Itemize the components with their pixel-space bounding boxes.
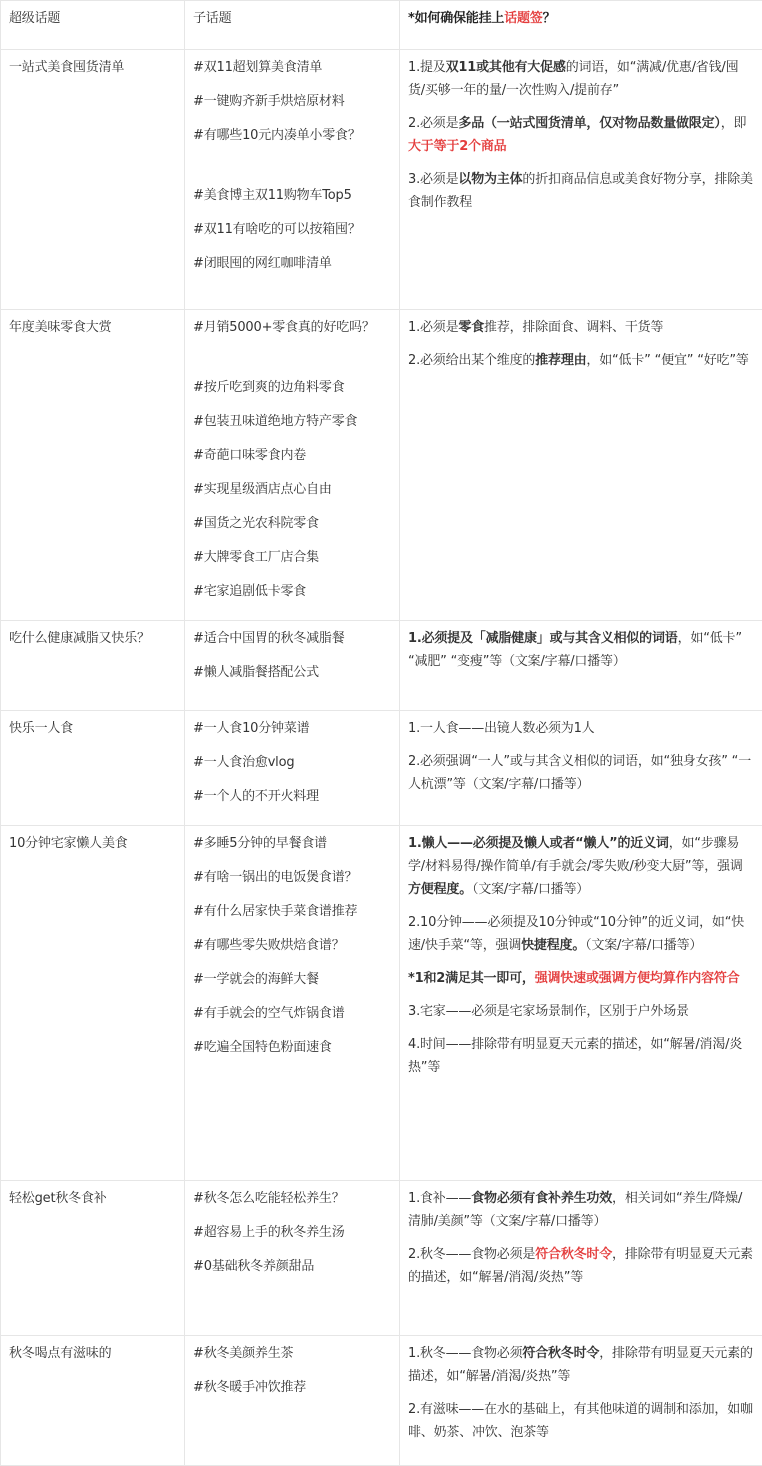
requirement-item [408, 1398, 754, 1444]
table-row [1, 50, 762, 310]
sub-topic-item: #实现星级酒店点心自由 [193, 478, 391, 512]
requirement-item [408, 168, 754, 214]
requirement-item [408, 56, 754, 102]
requirement-text: 2.有滋味——在水的基础上，有其他味道的调制和添加，如咖啡、奶茶、冲饮、泡茶等 [408, 1402, 753, 1440]
super-topic: 年度美味零食大赏 [1, 310, 185, 621]
requirement-text: 以物为主体 [458, 172, 522, 187]
sub-topic-item: #有什么居家快手菜食谱推荐 [193, 900, 391, 934]
super-topic: 快乐一人食 [1, 711, 185, 826]
sub-topic-cell [185, 711, 400, 826]
requirement-text: （文案/字幕/口播等） [472, 882, 589, 897]
requirement-text: 3.必须是 [408, 172, 458, 187]
sub-topic-item: #秋冬怎么吃能轻松养生？ [193, 1187, 391, 1221]
requirement-text: 强调快速或强调方便均算作内容符合 [535, 971, 740, 986]
requirement-item [408, 1243, 754, 1289]
requirement-text: 2.10分钟——必须提及10分钟或“10分钟”的近义词，如“快速/快手菜“等，强调 [408, 915, 744, 953]
requirements-cell [400, 711, 762, 826]
sub-topic-item: #一个人的不开火料理 [193, 785, 391, 819]
header-req-prefix: *如何确保能挂上 [408, 11, 504, 26]
sub-topic-item: #有啥一锅出的电饭煲食谱？ [193, 866, 391, 900]
requirement-text: ，如“步骤易学/材料易得/操作简单/有手就会/零失败/秒变大厨”等，强调 [408, 836, 743, 874]
sub-topic-item: #一学就会的海鲜大餐 [193, 968, 391, 1002]
requirement-text: 的词语，如“满减/优惠/省钱/囤货/买够一年的量/一次性购入/提前存” [408, 60, 738, 98]
sub-topic-item: #秋冬美颜养生茶 [193, 1342, 391, 1376]
requirement-item [408, 967, 754, 990]
requirement-text: 1.懒人——必须提及懒人或者“懒人”的近义词 [408, 836, 669, 851]
sub-topic-item: #宅家追剧低卡零食 [193, 580, 391, 614]
requirement-item [408, 112, 754, 158]
table-row [1, 711, 762, 826]
sub-topic-item: #一人食治愈vlog [193, 751, 391, 785]
header-req-highlight: 话题签 [504, 11, 542, 26]
requirement-item [408, 1187, 754, 1233]
requirement-item [408, 349, 754, 372]
sub-topic-item: #闭眼囤的网红咖啡清单 [193, 252, 391, 286]
sub-topic-item: #有哪些零失败烘焙食谱？ [193, 934, 391, 968]
sub-topic-item: #适合中国胃的秋冬减脂餐 [193, 627, 391, 661]
sub-topic-item: #一键购齐新手烘焙原材料 [193, 90, 391, 124]
requirement-text: 1.一人食——出镜人数必须为1人 [408, 721, 594, 736]
requirement-text: 方便程度。 [408, 882, 472, 897]
requirement-text: 2.必须强调“一人”或与其含义相似的词语，如“独身女孩” “一人杭漂”等（文案/字幕/口播等） [408, 754, 751, 792]
sub-topic-item: #大牌零食工厂店合集 [193, 546, 391, 580]
header-sub-topic: 子话题 [185, 1, 400, 50]
table-row [1, 826, 762, 1181]
sub-topic-item: #0基础秋冬养颜甜品 [193, 1255, 391, 1289]
requirement-item [408, 717, 754, 740]
sub-topic-item: #双11超划算美食清单 [193, 56, 391, 90]
requirement-text: 食物必须有食补养生功效 [471, 1191, 612, 1206]
requirements-cell [400, 621, 762, 711]
requirement-text: 多品（一站式囤货清单，仅对物品数量做限定） [458, 116, 720, 131]
sub-topic-cell [185, 310, 400, 621]
sub-topic-cell [185, 1181, 400, 1336]
sub-topic-cell [185, 1336, 400, 1466]
requirement-text: 1.秋冬——食物必须 [408, 1346, 522, 1361]
requirement-text: 快捷程度。 [521, 938, 585, 953]
requirements-cell [400, 1336, 762, 1466]
requirement-text: 大于等于2个商品 [408, 139, 506, 154]
requirement-item [408, 911, 754, 957]
requirement-item [408, 832, 754, 901]
sub-topic-item: #双11有啥吃的可以按箱囤？ [193, 218, 391, 252]
requirements-cell [400, 50, 762, 310]
header-row [1, 1, 762, 50]
requirement-item [408, 1342, 754, 1388]
requirement-text: （文案/字幕/口播等） [585, 938, 702, 953]
requirement-text: 1.提及 [408, 60, 446, 75]
requirement-text: 4.时间——排除带有明显夏天元素的描述，如“解暑/消渴/炎热”等 [408, 1037, 742, 1075]
super-topic: 10分钟宅家懒人美食 [1, 826, 185, 1181]
header-requirements [400, 1, 762, 50]
requirement-item [408, 627, 754, 673]
requirement-text: 零食 [458, 320, 484, 335]
sub-topic-item: #一人食10分钟菜谱 [193, 717, 391, 751]
requirement-text: 1.必须提及「减脂健康」或与其含义相似的词语 [408, 631, 678, 646]
requirement-text: 符合秋冬时令 [522, 1346, 599, 1361]
requirement-text: 双11或其他有大促感 [446, 60, 566, 75]
requirement-text: ，排除带有明显夏天元素的描述，如“解暑/消渴/炎热”等 [408, 1247, 753, 1285]
requirement-item [408, 1000, 754, 1023]
requirement-text: ，如“低卡” “便宜” “好吃”等 [586, 353, 748, 368]
table-row [1, 1336, 762, 1466]
super-topic: 一站式美食囤货清单 [1, 50, 185, 310]
sub-topic-cell [185, 50, 400, 310]
sub-topic-item: #秋冬暖手冲饮推荐 [193, 1376, 391, 1410]
table-row [1, 621, 762, 711]
sub-topic-cell [185, 621, 400, 711]
super-topic: 轻松get秋冬食补 [1, 1181, 185, 1336]
sub-topic-item: #有手就会的空气炸锅食谱 [193, 1002, 391, 1036]
sub-topic-item: #有哪些10元内凑单小零食？ [193, 124, 391, 184]
sub-topic-cell [185, 826, 400, 1181]
requirement-item [408, 1033, 754, 1079]
table-row [1, 1181, 762, 1336]
sub-topic-item: #懒人减脂餐搭配公式 [193, 661, 391, 695]
requirement-text: ，相关词如“养生/降燥/清肺/美颜”等（文案/字幕/口播等） [408, 1191, 742, 1229]
sub-topic-item: #吃遍全国特色粉面速食 [193, 1036, 391, 1070]
requirement-text: 推荐，排除面食、调料、干货等 [484, 320, 663, 335]
requirement-item [408, 316, 754, 339]
requirement-text: 3.宅家——必须是宅家场景制作，区别于户外场景 [408, 1004, 689, 1019]
requirements-cell [400, 826, 762, 1181]
requirements-cell [400, 310, 762, 621]
header-req-suffix: ？ [543, 11, 556, 26]
requirement-text: ，如“低卡” “减肥” “变瘦”等（文案/字幕/口播等） [408, 631, 742, 669]
requirement-text: ，排除带有明显夏天元素的描述，如“解暑/消渴/炎热”等 [408, 1346, 753, 1384]
header-super-topic: 超级话题 [1, 1, 185, 50]
sub-topic-item: #国货之光农科院零食 [193, 512, 391, 546]
sub-topic-item: #超容易上手的秋冬养生汤 [193, 1221, 391, 1255]
requirement-item [408, 750, 754, 796]
requirement-text: 2.秋冬——食物必须是 [408, 1247, 535, 1262]
super-topic: 吃什么健康减脂又快乐？ [1, 621, 185, 711]
sub-topic-item: #按斤吃到爽的边角料零食 [193, 376, 391, 410]
requirement-text: 符合秋冬时令 [535, 1247, 612, 1262]
sub-topic-item: #美食博主双11购物车Top5 [193, 184, 391, 218]
requirement-text: 2.必须给出某个维度的 [408, 353, 535, 368]
requirement-text: 2.必须是 [408, 116, 458, 131]
sub-topic-item: #包装丑味道绝地方特产零食 [193, 410, 391, 444]
requirement-text: 1.食补—— [408, 1191, 471, 1206]
requirement-text: 推荐理由 [535, 353, 586, 368]
sub-topic-item: #月销5000+零食真的好吃吗？ [193, 316, 391, 376]
requirement-text: 的折扣商品信息或美食好物分享，排除美食制作教程 [408, 172, 753, 210]
table-row [1, 310, 762, 621]
requirement-text: *1和2满足其一即可， [408, 971, 535, 986]
requirements-cell [400, 1181, 762, 1336]
sub-topic-item: #奇葩口味零食内卷 [193, 444, 391, 478]
super-topic: 秋冬喝点有滋味的 [1, 1336, 185, 1466]
requirement-text: 1.必须是 [408, 320, 458, 335]
sub-topic-item: #多睡5分钟的早餐食谱 [193, 832, 391, 866]
requirement-text: ，即 [721, 116, 747, 131]
